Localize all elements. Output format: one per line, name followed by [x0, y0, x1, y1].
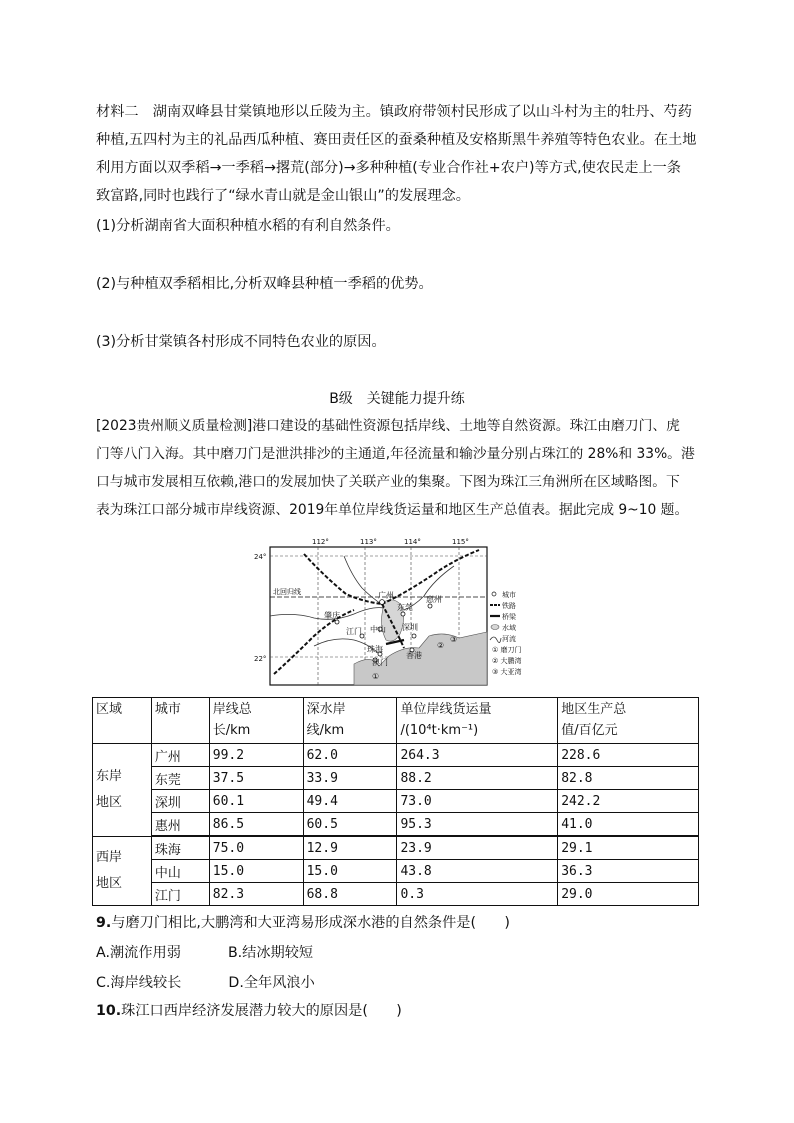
city-cell: 江门: [151, 883, 209, 906]
city-dongguan: 东莞: [397, 603, 413, 612]
deep-cell: 49.4: [303, 790, 397, 813]
cargo-cell: 43.8: [397, 860, 558, 883]
city-cell: 惠州: [151, 813, 209, 837]
header-deepwater-coastline: 深水岸 线/km: [303, 698, 397, 744]
lon-label-113: 113°: [360, 538, 377, 546]
table-row: [93, 744, 699, 767]
legend-daya-bay: ③ 大亚湾: [492, 668, 522, 676]
region-west: 西岸 地区: [93, 836, 152, 906]
table-row: [93, 836, 699, 860]
cargo-cell: 264.3: [397, 744, 558, 767]
gdp-cell: 228.6: [558, 744, 699, 767]
city-guangzhou: 广州: [378, 591, 394, 600]
deep-cell: 62.0: [303, 744, 397, 767]
city-jiangmen: 江门: [346, 627, 362, 636]
total-cell: 82.3: [209, 883, 303, 906]
gdp-cell: 29.0: [558, 883, 699, 906]
city-zhuhai: 珠海: [367, 645, 383, 654]
option-b[interactable]: B.结冰期较短: [227, 945, 314, 961]
material2-line-1: 材料二 湖南双峰县甘棠镇地形以丘陵为主。镇政府带领村民形成了以山斗村为主的牡丹、芍药: [96, 104, 692, 120]
table-row: [93, 790, 699, 813]
cargo-cell: 23.9: [397, 836, 558, 860]
option-c[interactable]: C.海岸线较长: [96, 975, 182, 991]
total-cell: 86.5: [209, 813, 303, 837]
table-row: [93, 860, 699, 883]
header-region: 区域: [93, 698, 152, 744]
marker-3: ③: [450, 635, 458, 644]
marker-1: ①: [372, 672, 380, 681]
deep-cell: 68.8: [303, 883, 397, 906]
option-d[interactable]: D.全年风浪小: [228, 975, 315, 991]
map-legend: [490, 590, 522, 676]
marker-2: ②: [437, 641, 445, 650]
material2-line-3: 利用方面以双季稻→一季稻→撂荒(部分)→多种种植(专业合作社+农户)等方式,使农民走上一条: [96, 160, 681, 176]
city-shenzhen: 深圳: [402, 623, 418, 632]
material2-line-2: 种植,五四村为主的礼品西瓜种植、赛田责任区的蚕桑种植及安格斯黑牛养殖等特色农业。在土地: [96, 132, 697, 148]
city-cell: 深圳: [151, 790, 209, 813]
question-9-stem: [96, 912, 510, 932]
legend-water: 水域: [502, 624, 516, 632]
gdp-cell: 41.0: [558, 813, 699, 837]
header-cargo-per-km: 单位岸线货运量 /(10⁴t·km⁻¹): [397, 698, 558, 744]
pearl-river-delta-map: [254, 536, 544, 688]
lat-label-22: 22°: [254, 655, 267, 663]
question-10-stem: [96, 1000, 402, 1020]
city-macau: 澳门: [372, 658, 388, 667]
question-9-options-row2: [96, 972, 315, 992]
table-row: [93, 883, 699, 906]
intro-line-3: 口与城市发展相互依赖,港口的发展加快了关联产业的集聚。下图为珠江三角洲所在区域略图。下: [96, 474, 680, 490]
coastline-resources-table: [92, 697, 699, 906]
deep-cell: 15.0: [303, 860, 397, 883]
table-row: [93, 767, 699, 790]
deep-cell: 33.9: [303, 767, 397, 790]
city-cell: 珠海: [151, 836, 209, 860]
lon-label-112: 112°: [312, 538, 329, 546]
question-3: (3)分析甘棠镇各村形成不同特色农业的原因。: [96, 334, 386, 350]
question-10-number: 10.: [96, 1003, 122, 1019]
region-east: 东岸 地区: [93, 744, 152, 837]
intro-line-2: 门等八门入海。其中磨刀门是泄洪排沙的主通道,年径流量和输沙量分别占珠江的 28%和 33%。港: [96, 446, 695, 462]
table-header-row: [93, 698, 699, 744]
cargo-cell: 73.0: [397, 790, 558, 813]
legend-river: 河流: [502, 635, 516, 643]
total-cell: 37.5: [209, 767, 303, 790]
legend-bridge: 桥梁: [502, 613, 516, 621]
city-cell: 东莞: [151, 767, 209, 790]
section-title: B级 关键能力提升练: [329, 391, 465, 407]
cargo-cell: 95.3: [397, 813, 558, 837]
question-1: (1)分析湖南省大面积种植水稻的有利自然条件。: [96, 218, 400, 234]
tropic-label: 北回归线: [273, 588, 301, 596]
intro-line-1: [2023贵州顺义质量检测]港口建设的基础性资源包括岸线、土地等自然资源。珠江由磨刀门、虎: [96, 418, 680, 434]
legend-modaomen: ① 磨刀门: [492, 646, 522, 654]
city-cell: 广州: [151, 744, 209, 767]
option-a[interactable]: A.潮流作用弱: [96, 945, 181, 961]
cargo-cell: 0.3: [397, 883, 558, 906]
lat-label-24: 24°: [254, 553, 267, 561]
gdp-cell: 29.1: [558, 836, 699, 860]
deep-cell: 60.5: [303, 813, 397, 837]
city-zhaoqing: 肇庆: [324, 611, 340, 620]
question-9-number: 9.: [96, 915, 112, 931]
city-huizhou: 惠州: [426, 595, 442, 604]
question-2: (2)与种植双季稻相比,分析双峰县种植一季稻的优势。: [96, 276, 433, 292]
gdp-cell: 36.3: [558, 860, 699, 883]
lon-label-114: 114°: [404, 538, 421, 546]
header-gdp: 地区生产总 值/百亿元: [558, 698, 699, 744]
material2-line-4: 致富路,同时也践行了“绿水青山就是金山银山”的发展理念。: [96, 188, 470, 204]
total-cell: 15.0: [209, 860, 303, 883]
legend-city: 城市: [502, 591, 516, 599]
total-cell: 99.2: [209, 744, 303, 767]
table-row: [93, 813, 699, 837]
lon-label-115: 115°: [452, 538, 469, 546]
legend-dapeng-bay: ② 大鹏湾: [492, 657, 522, 665]
header-city: 城市: [151, 698, 209, 744]
question-9-options-row1: [96, 942, 313, 962]
header-total-coastline: 岸线总 长/km: [209, 698, 303, 744]
intro-line-4: 表为珠江口部分城市岸线资源、2019年单位岸线货运量和地区生产总值表。据此完成 9~10 题。: [96, 502, 689, 518]
deep-cell: 12.9: [303, 836, 397, 860]
question-10-text: 珠江口西岸经济发展潜力较大的原因是( ): [121, 1003, 402, 1019]
gdp-cell: 242.2: [558, 790, 699, 813]
gdp-cell: 82.8: [558, 767, 699, 790]
city-hongkong: 香港: [406, 651, 422, 660]
city-zhongshan: 中山: [370, 625, 386, 634]
city-cell: 中山: [151, 860, 209, 883]
total-cell: 60.1: [209, 790, 303, 813]
cargo-cell: 88.2: [397, 767, 558, 790]
legend-railway: 铁路: [502, 602, 516, 610]
total-cell: 75.0: [209, 836, 303, 860]
question-9-text: 与磨刀门相比,大鹏湾和大亚湾易形成深水港的自然条件是( ): [111, 915, 510, 931]
